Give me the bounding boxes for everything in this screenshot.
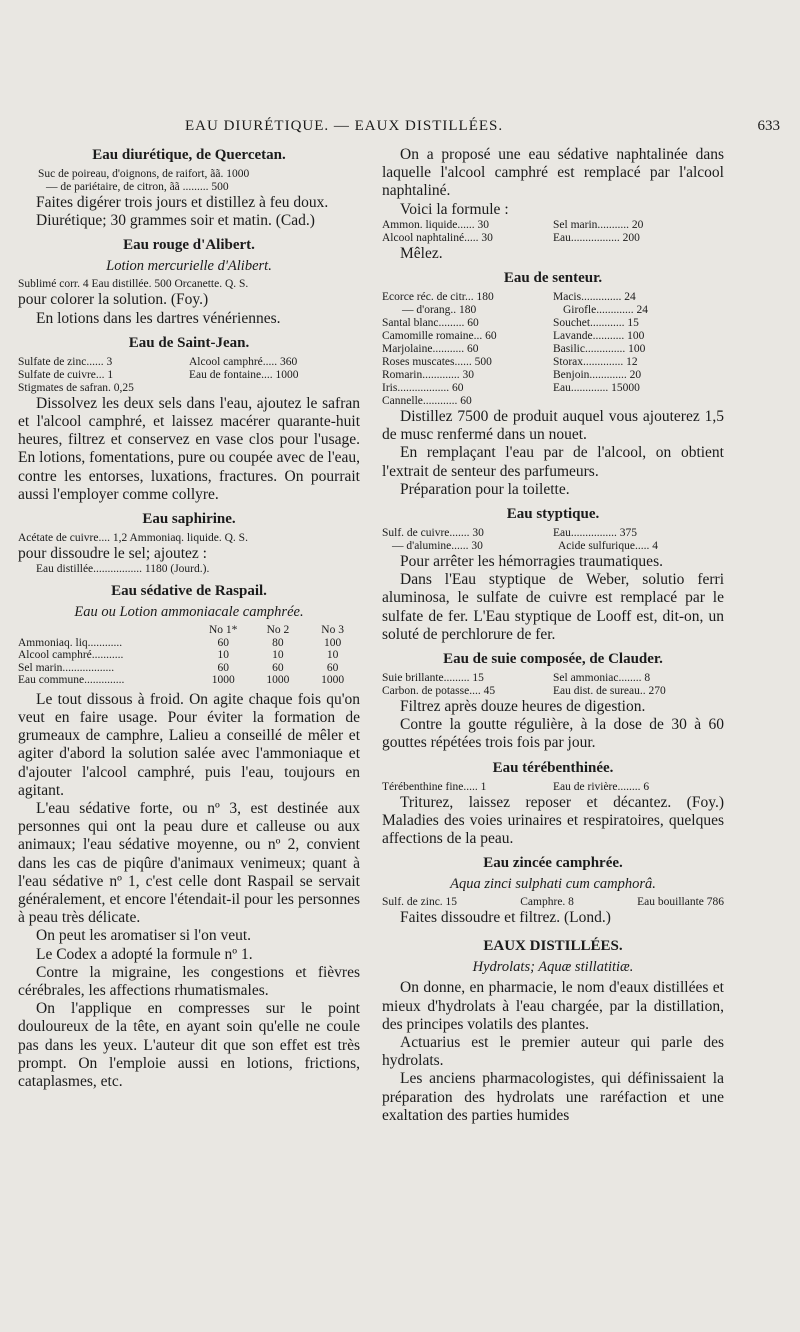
- formula-row: [382, 896, 724, 909]
- table-cell: 60: [272, 661, 284, 674]
- table-cell: 100: [324, 636, 342, 649]
- table-cell: 10: [272, 649, 284, 662]
- formula-cell: Eau de fontaine.... 1000: [189, 368, 299, 381]
- formula-row: [382, 304, 724, 317]
- page-number: 633: [757, 118, 780, 134]
- formula-cell: Carbon. de potasse.... 45: [382, 685, 496, 698]
- table-cell: 1000: [211, 674, 235, 687]
- subtitle: Eau ou Lotion ammoniacale camphrée.: [74, 604, 304, 621]
- formula-cell: Sulfate de cuivre... 1: [18, 368, 114, 381]
- heading-terebenthinee: Eau térébenthinée.: [492, 759, 614, 776]
- formula-cell: Santal blanc......... 60: [382, 317, 479, 330]
- formula-row: [382, 685, 724, 698]
- paragraph: Le tout dissous à froid. On agite chaque fois qu'on veut en faire usage. Pour éviter la formation de grumeaux de camphre, Lalieu a conseillé de mêler et agiter d'abord la solution salée avec l'ammoniaque et d'ajouter l'alcool camphré, puis l'eau, toujours en agitant.: [18, 690, 360, 799]
- table-cell: 60: [217, 636, 229, 649]
- running-header: [0, 118, 800, 140]
- formula-row: [382, 527, 724, 540]
- formula-cell: Eau............. 15000: [553, 382, 640, 395]
- paragraph: Voici la formule :: [400, 200, 509, 218]
- formula-cell: Eau................. 200: [553, 231, 640, 244]
- formula-table: [18, 624, 360, 687]
- paragraph: Le Codex a adopté la formule nº 1.: [36, 945, 253, 963]
- formula-cell: Lavande........... 100: [553, 330, 645, 343]
- formula-cell: Camomille romaine... 60: [382, 330, 497, 343]
- formula-cell: Eau bouillante 786: [637, 896, 724, 909]
- table-cell: 60: [217, 661, 229, 674]
- paragraph: pour dissoudre le sel; ajoutez :: [18, 545, 207, 563]
- table-header-row: [18, 624, 360, 637]
- formula-row: [18, 356, 360, 369]
- formula-row: [382, 343, 724, 356]
- heading-saint-jean: Eau de Saint-Jean.: [128, 334, 250, 351]
- table-header: No 2: [266, 624, 290, 637]
- formula-cell: Iris.................. 60: [382, 382, 464, 395]
- formula-cell: Térébenthine fine..... 1: [382, 780, 487, 793]
- formula-line: Acétate de cuivre.... 1,2 Ammoniaq. liquide. Q. S.: [18, 532, 248, 545]
- formula-row: [382, 369, 724, 382]
- paragraph: Dans l'Eau styptique de Weber, solutio ferri aluminosa, le sulfate de cuivre est remplacé par le sulfate de fer. L'Eau styptique de Looff est, dit-on, un soluté de perchlorure de fer.: [382, 571, 724, 643]
- formula-row: [382, 781, 724, 794]
- table-cell: Ammoniaq. liq............: [18, 636, 123, 649]
- formula-cell: Romarin............. 30: [382, 369, 474, 382]
- heading-eau-rouge: Eau rouge d'Alibert.: [123, 237, 255, 254]
- formula-row: [382, 382, 724, 395]
- ingredient-line: Suc de poireau, d'oignons, de raifort, ãã. 1000: [38, 168, 250, 180]
- heading-eau-diuretique: Eau diurétique, de Quercetan.: [92, 147, 286, 163]
- paragraph: On donne, en pharmacie, le nom d'eaux distillées et mieux d'hydrolats à l'eau chargée, par la distillation, des principes volatils des plantes.: [382, 979, 724, 1033]
- table-cell: Alcool camphré...........: [18, 649, 124, 662]
- heading-senteur: Eau de senteur.: [503, 270, 603, 287]
- formula-cell: — d'alumine...... 30: [392, 540, 483, 553]
- formula-cell: Roses muscates...... 500: [382, 356, 492, 369]
- formula-cell: Camphre. 8: [520, 896, 574, 909]
- formula-row: [382, 356, 724, 369]
- formula-cell: Ammon. liquide...... 30: [382, 218, 490, 231]
- table-cell: Sel marin..................: [18, 661, 115, 674]
- table-cell: 10: [217, 649, 229, 662]
- formula-row: [382, 395, 724, 408]
- paragraph: Filtrez après douze heures de digestion.: [400, 698, 646, 716]
- table-header: No 1*: [208, 624, 238, 637]
- paragraph: Dissolvez les deux sels dans l'eau, ajoutez le safran et l'alcool camphré, et laissez macérer quarante-huit heures, filtrez et conservez en vase clos pour l'usage. En lotions, fomentations, pure ou coupée avec de l'eau, contre les entorses, luxations, fractures. On pourrait aussi l'employer comme collyre.: [18, 394, 360, 503]
- formula-cell: Cannelle............ 60: [382, 395, 472, 408]
- table-cell: 1000: [321, 674, 345, 687]
- paragraph: Contre la goutte régulière, à la dose de 30 à 60 gouttes répétées trois fois par jour.: [382, 716, 724, 752]
- formula-cell: Sulf. de cuivre....... 30: [382, 527, 484, 540]
- paragraph: Faites dissoudre et filtrez. (Lond.): [400, 909, 611, 927]
- formula-cell: Souchet............ 15: [553, 317, 639, 330]
- subtitle: Hydrolats; Aquæ stillatitiæ.: [472, 959, 634, 976]
- heading-eaux-distillees: EAUX DISTILLÉES.: [483, 938, 623, 955]
- formula-cell: [189, 382, 360, 395]
- table-row: [18, 637, 360, 650]
- formula-cell: Sulf. de zinc. 15: [382, 896, 458, 909]
- table-cell: 1000: [266, 674, 290, 687]
- subtitle: Lotion mercurielle d'Alibert.: [106, 258, 272, 275]
- paragraph: Préparation pour la toilette.: [400, 480, 570, 498]
- table-cell: 10: [326, 649, 339, 662]
- formula-cell: Marjolaine........... 60: [382, 343, 479, 356]
- table-row: [18, 674, 360, 687]
- formula-cell: Macis.............. 24: [553, 291, 636, 304]
- running-title: EAU DIURÉTIQUE. — EAUX DISTILLÉES.: [185, 118, 504, 134]
- formula-row: [382, 291, 724, 304]
- paragraph: On peut les aromatiser si l'on veut.: [36, 927, 252, 945]
- heading-zincee: Eau zincée camphrée.: [483, 855, 623, 872]
- formula-cell: Eau................ 375: [553, 527, 638, 540]
- formula-cell: Sel marin........... 20: [553, 218, 644, 231]
- formula-cell: Sel ammoniac........ 8: [553, 672, 651, 685]
- left-column: [18, 146, 360, 1091]
- formula-row: [382, 232, 724, 245]
- heading-suie: Eau de suie composée, de Clauder.: [443, 651, 663, 668]
- formula-line: Eau distillée................. 1180 (Jourd.).: [36, 563, 210, 576]
- heading-raspail: Eau sédative de Raspail.: [111, 583, 267, 600]
- paragraph: Contre la migraine, les congestions et fièvres cérébrales, les affections rhumatismales.: [18, 963, 360, 999]
- paragraph: En lotions dans les dartres vénériennes.: [36, 309, 281, 327]
- formula-cell: Girofle............. 24: [563, 304, 648, 317]
- formula-cell: Benjoin............. 20: [553, 369, 642, 382]
- formula-cell: Eau dist. de sureau.. 270: [553, 685, 666, 698]
- table-cell: Eau commune..............: [18, 674, 125, 687]
- paragraph: Faites digérer trois jours et distillez à feu doux.: [36, 194, 329, 211]
- subtitle: Aqua zinci sulphati cum camphorâ.: [450, 876, 656, 893]
- formula-row: [382, 540, 724, 553]
- formula-cell: Sulfate de zinc...... 3: [18, 355, 113, 368]
- table-cell: 60: [326, 661, 339, 674]
- paragraph: On a proposé une eau sédative naphtalinée dans laquelle l'alcool camphré est remplacé par l'alcool naphtaliné.: [382, 146, 724, 200]
- formula-row: [382, 317, 724, 330]
- paragraph: On l'applique en compresses sur le point douloureux de la tête, en ayant soin qu'elle ne coule pas dans les yeux. L'auteur dit que son effet est très prompt. On l'emploie aussi en lotions, frictions, cataplasmes, etc.: [18, 1000, 360, 1090]
- formula-cell: Ecorce réc. de citr... 180: [382, 291, 494, 304]
- table-row: [18, 649, 360, 662]
- ingredient-line: — de pariétaire, de citron, ãã ......... 500: [46, 181, 229, 193]
- formula-cell: — d'orang.. 180: [402, 304, 477, 317]
- formula-cell: Eau de rivière........ 6: [553, 780, 650, 793]
- formula-cell: Storax.............. 12: [553, 356, 638, 369]
- paragraph: pour colorer la solution. (Foy.): [18, 291, 209, 309]
- formula-cell: Stigmates de safran. 0,25: [18, 381, 134, 394]
- table-header: [18, 624, 196, 637]
- formula-cell: Suie brillante......... 15: [382, 672, 484, 685]
- formula-cell: [553, 395, 724, 408]
- formula-row: [18, 369, 360, 382]
- table-row: [18, 662, 360, 675]
- table-header: No 3: [321, 624, 344, 637]
- paragraph: Actuarius est le premier auteur qui parle des hydrolats.: [382, 1034, 724, 1070]
- paragraph: Pour arrêter les hémorragies traumatiques.: [400, 553, 663, 571]
- heading-styptique: Eau styptique.: [506, 506, 600, 523]
- paragraph: Mêlez.: [400, 244, 443, 262]
- right-column: [382, 146, 724, 1125]
- paragraph: L'eau sédative forte, ou nº 3, est destinée aux personnes qui ont la peau dure et calleuse ou aux animaux; l'eau sédative moyenne, ou nº 2, convient dans les cas de piqûre d'animaux venimeux; quant à l'eau sédative nº 1, c'est celle dont Raspail se servait généralement, et encore l'étendait-il pour les personnes à peau très délicate.: [18, 799, 360, 927]
- table-cell: 80: [272, 636, 284, 649]
- paragraph: Les anciens pharmacologistes, qui définissaient la préparation des hydrolats une raréfaction et une exaltation des parties humides: [382, 1070, 724, 1124]
- formula-row: [382, 672, 724, 685]
- paragraph: Triturez, laissez reposer et décantez. (Foy.) Maladies des voies urinaires et respiratoires, quelques affections de la peau.: [382, 793, 724, 848]
- formula-line: Sublimé corr. 4 Eau distillée. 500 Orcanette. Q. S.: [18, 278, 249, 291]
- formula-row: [18, 382, 360, 395]
- formula-row: [382, 219, 724, 232]
- paragraph: Distillez 7500 de produit auquel vous ajouterez 1,5 de musc renfermé dans un nouet.: [382, 408, 724, 444]
- paragraph: En remplaçant l'eau par de l'alcool, on obtient l'extrait de senteur des parfumeurs.: [382, 444, 724, 480]
- formula-cell: Alcool naphtaliné..... 30: [382, 231, 493, 244]
- heading-saphirine: Eau saphirine.: [142, 511, 236, 528]
- paragraph: Diurétique; 30 grammes soir et matin. (Cad.): [36, 212, 315, 230]
- formula-cell: Basilic.............. 100: [553, 343, 646, 356]
- formula-row: [382, 330, 724, 343]
- formula-cell: Alcool camphré..... 360: [189, 355, 298, 368]
- formula-cell: Acide sulfurique..... 4: [558, 540, 658, 553]
